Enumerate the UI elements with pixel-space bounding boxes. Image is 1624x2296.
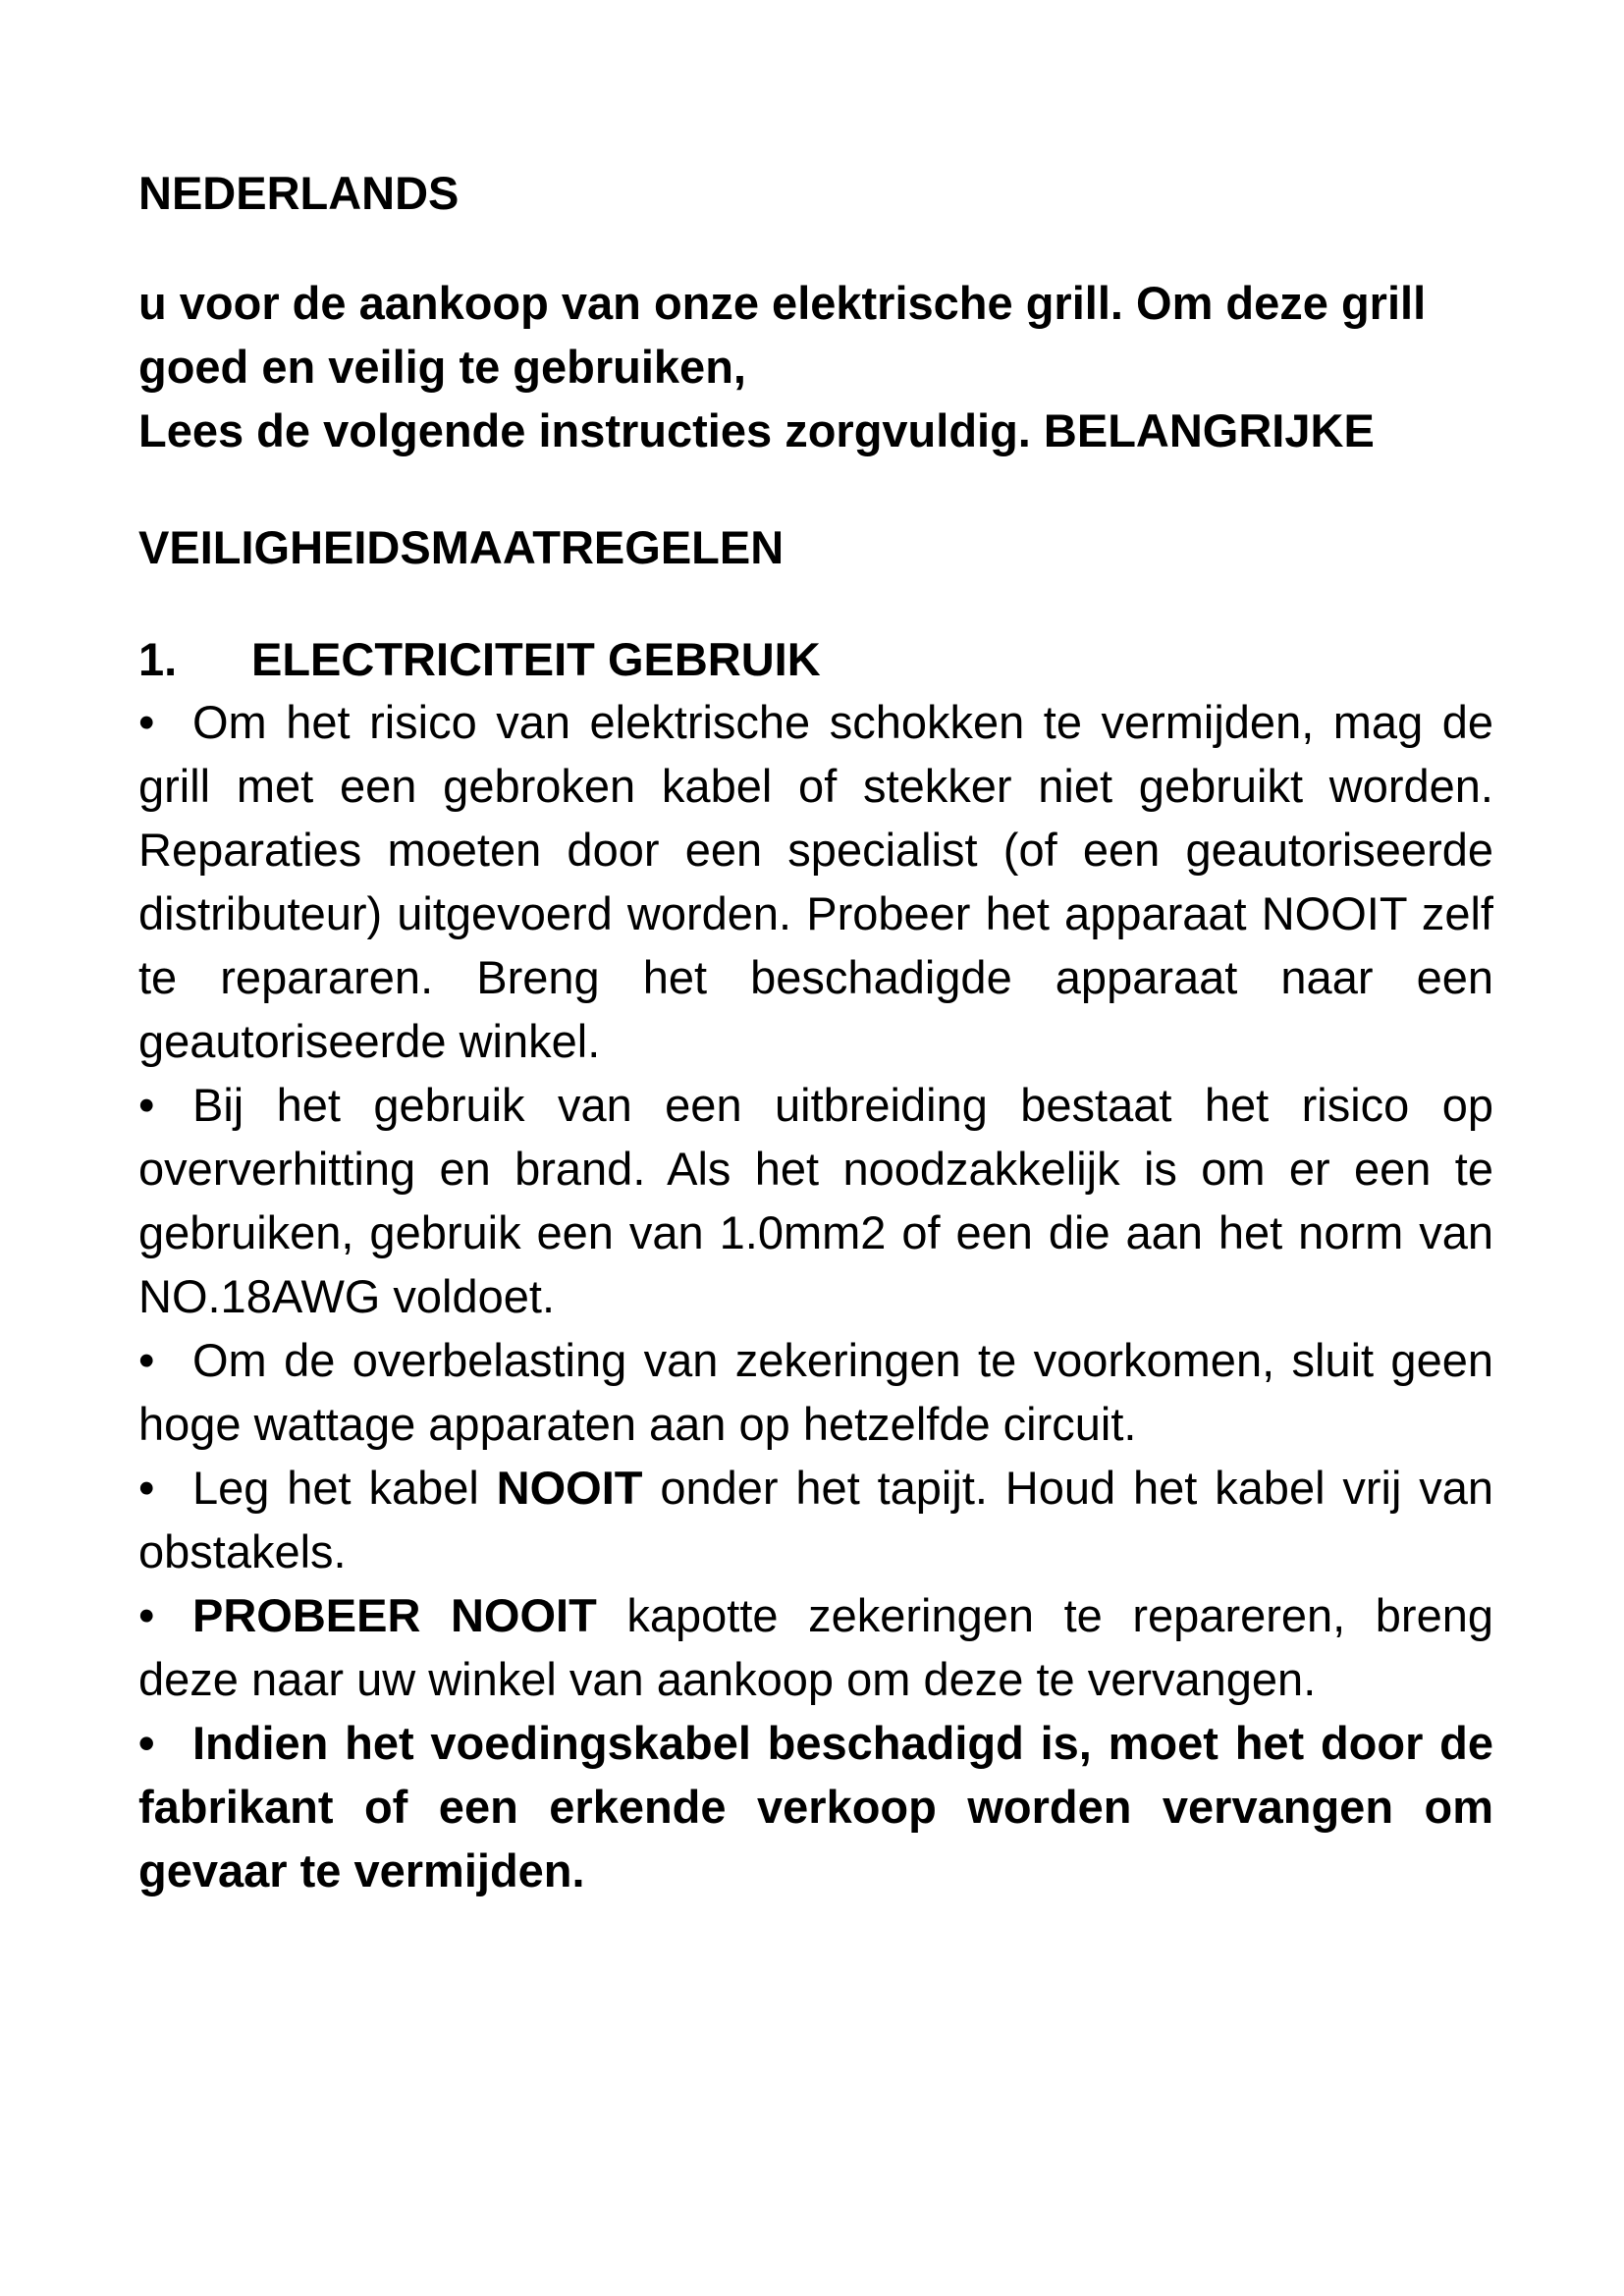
section-heading [138, 627, 1493, 691]
intro-line-1: u voor de aankoop van onze elektrische grill. Om deze grill goed en veilig te gebruiken, [138, 277, 1427, 393]
intro-line-2: Lees de volgende instructies zorgvuldig. BELANGRIJKE [138, 404, 1375, 456]
bullet-icon: • [138, 1334, 155, 1386]
item-text-pre: Leg het kabel [192, 1462, 479, 1514]
intro-text [138, 271, 1493, 462]
safety-heading: VEILIGHEIDSMAATREGELEN [138, 521, 785, 573]
bullet-icon: • [138, 1589, 155, 1641]
safety-list [138, 690, 1493, 1902]
list-item [138, 1583, 1493, 1711]
bullet-icon: • [138, 696, 155, 748]
list-item [138, 1073, 1493, 1328]
list-item [138, 1328, 1493, 1456]
item-text: Bij het gebruik van een uitbreiding bestaat het risico op oververhitting en brand. Als het noodzakkelijk is om er een te gebruiken, gebruik een van 1.0mm2 of een die aan het norm van NO.18AWG voldoet. [138, 1079, 1493, 1322]
bullet-icon: • [138, 1462, 155, 1514]
item-text-post: kapotte zekeringen te repareren, breng deze naar uw winkel van aankoop om deze te vervangen. [138, 1589, 1493, 1705]
language-heading: NEDERLANDS [138, 167, 460, 219]
list-item [138, 1456, 1493, 1583]
bullet-icon: • [138, 1717, 155, 1769]
list-item [138, 1711, 1493, 1902]
section-title: ELECTRICITEIT GEBRUIK [251, 633, 821, 685]
item-text: Indien het voedingskabel beschadigd is, moet het door de fabrikant of een erkende verkoop worden vervangen om gevaar te vermijden. [138, 1717, 1493, 1896]
item-text: Om de overbelasting van zekeringen te voorkomen, sluit geen hoge wattage apparaten aan op hetzelfde circuit. [138, 1334, 1493, 1450]
list-item [138, 690, 1493, 1073]
item-text: Om het risico van elektrische schokken te vermijden, mag de grill met een gebroken kabel of stekker niet gebruikt worden. Reparaties moeten door een specialist (of een geautoriseerde distributeur) uitgevoerd worden. Probeer het apparaat NOOIT zelf te repararen. Breng het beschadigde apparaat naar een geautoriseerde winkel. [138, 696, 1493, 1067]
item-emphasis: PROBEER NOOIT [192, 1589, 597, 1641]
item-emphasis: NOOIT [496, 1462, 643, 1514]
bullet-icon: • [138, 1079, 155, 1131]
section-number: 1. [138, 633, 178, 685]
item-text-post: onder het tapijt. Houd het kabel vrij van obstakels. [138, 1462, 1494, 1577]
